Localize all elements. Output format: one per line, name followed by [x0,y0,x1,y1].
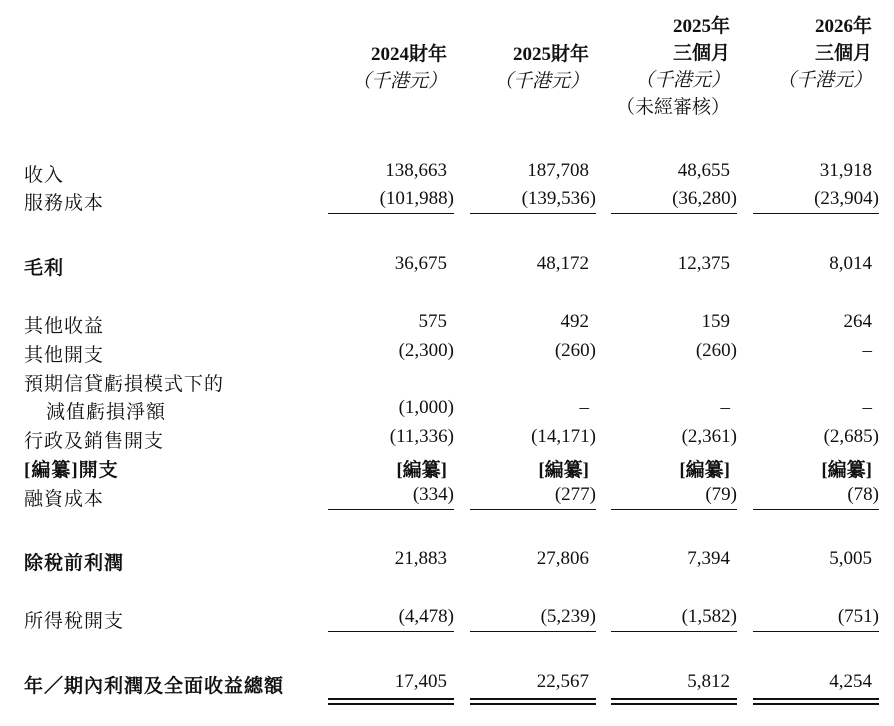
column-header-3m-2025 [616,13,730,121]
column-header-period: 2024財年 [370,44,447,65]
total-double-rule [753,698,879,700]
column-header-unit: （千港元） [634,70,730,91]
subtotal-rule [753,631,879,632]
cell-admin-3m2025: (2,361) [681,426,737,447]
cell-redacted-3m2025: [編纂] [679,460,730,481]
row-label-admin-selling: 行政及銷售開支 [24,431,165,452]
row-label-revenue: 收入 [24,165,65,186]
cell-revenue-fy2024: 138,663 [385,160,447,181]
cell-pbt-fy2025: 27,806 [536,548,589,569]
subtotal-rule [328,509,454,510]
cell-total-fy2025: 22,567 [536,671,589,692]
cell-oe-fy2025: (260) [554,340,596,361]
cell-revenue-3m2026: 31,918 [819,160,872,181]
subtotal-rule [328,213,454,214]
cell-total-fy2024: 17,405 [394,671,447,692]
subtotal-rule [470,509,596,510]
column-header-unit: （千港元） [493,71,589,92]
cell-ecl-fy2024: (1,000) [398,397,454,418]
total-double-rule [328,703,454,705]
column-header-period: 2025財年 [512,44,589,65]
subtotal-rule [611,631,737,632]
cell-revenue-3m2025: 48,655 [677,160,730,181]
cell-pbt-3m2025: 7,394 [687,548,730,569]
total-double-rule [470,698,596,700]
total-double-rule [611,703,737,705]
cell-redacted-fy2025: [編纂] [538,460,589,481]
cell-ecl-fy2025: – [579,397,589,418]
cell-fin-fy2024: (334) [412,484,454,505]
column-header-fy2025 [494,41,589,95]
row-label-other-income: 其他收益 [24,316,105,337]
cell-tax-3m2025: (1,582) [681,606,737,627]
cell-gross-3m2026: 8,014 [829,253,872,274]
row-label-total-comprehensive-income: 年／期內利潤及全面收益總額 [24,676,285,697]
cell-oi-fy2024: 575 [418,311,447,332]
cell-oi-fy2025: 492 [560,311,589,332]
cell-gross-3m2025: 12,375 [677,253,730,274]
cell-cost-3m2025: (36,280) [672,188,737,209]
row-label-profit-before-tax: 除稅前利潤 [24,553,125,574]
cell-gross-fy2024: 36,675 [394,253,447,274]
column-header-period: 三個月 [672,43,730,64]
total-double-rule [611,698,737,700]
cell-tax-fy2025: (5,239) [540,606,596,627]
cell-oe-3m2026: – [862,340,872,361]
cell-cost-fy2024: (101,988) [379,188,454,209]
cell-redacted-fy2024: [編纂] [396,460,447,481]
subtotal-rule [611,213,737,214]
subtotal-rule [753,213,879,214]
cell-fin-3m2026: (78) [847,484,879,505]
total-double-rule [328,698,454,700]
cell-total-3m2026: 4,254 [829,671,872,692]
total-double-rule [753,703,879,705]
cell-cost-3m2026: (23,904) [814,188,879,209]
subtotal-rule [470,213,596,214]
column-header-unit: （千港元） [351,71,447,92]
cell-fin-fy2025: (277) [554,484,596,505]
cell-oe-3m2025: (260) [695,340,737,361]
row-label-cost-of-services: 服務成本 [24,193,105,214]
row-label-ecl-line2: 減值虧損淨額 [46,402,167,423]
column-header-fy2024 [352,41,447,95]
cell-pbt-3m2026: 5,005 [829,548,872,569]
row-label-finance-costs: 融資成本 [24,489,105,510]
cell-oe-fy2024: (2,300) [398,340,454,361]
row-label-gross-profit: 毛利 [24,258,65,279]
column-header-year: 2025年 [672,16,730,37]
cell-admin-3m2026: (2,685) [823,426,879,447]
cell-revenue-fy2025: 187,708 [527,160,589,181]
cell-tax-3m2026: (751) [837,606,879,627]
cell-cost-fy2025: (139,536) [521,188,596,209]
column-header-period: 三個月 [814,43,872,64]
cell-redacted-3m2026: [編纂] [821,460,872,481]
row-label-other-expenses: 其他開支 [24,345,105,366]
subtotal-rule [328,631,454,632]
column-header-3m-2026 [777,13,872,94]
column-header-unit: （千港元） [776,70,872,91]
column-header-year: 2026年 [814,16,872,37]
cell-total-3m2025: 5,812 [687,671,730,692]
cell-oi-3m2025: 159 [701,311,730,332]
cell-tax-fy2024: (4,478) [398,606,454,627]
cell-gross-fy2025: 48,172 [536,253,589,274]
cell-oi-3m2026: 264 [843,311,872,332]
cell-ecl-3m2026: – [862,397,872,418]
cell-admin-fy2024: (11,336) [389,426,454,447]
column-header-note: （未經審核） [615,97,730,118]
cell-fin-3m2025: (79) [705,484,737,505]
row-label-redacted-expenses: [編纂]開支 [24,460,119,481]
row-label-income-tax: 所得稅開支 [24,611,125,632]
cell-ecl-3m2025: – [720,397,730,418]
subtotal-rule [470,631,596,632]
cell-pbt-fy2024: 21,883 [394,548,447,569]
cell-admin-fy2025: (14,171) [531,426,596,447]
row-label-ecl-line1: 預期信貸虧損模式下的 [24,374,225,395]
total-double-rule [470,703,596,705]
subtotal-rule [753,509,879,510]
subtotal-rule [611,509,737,510]
